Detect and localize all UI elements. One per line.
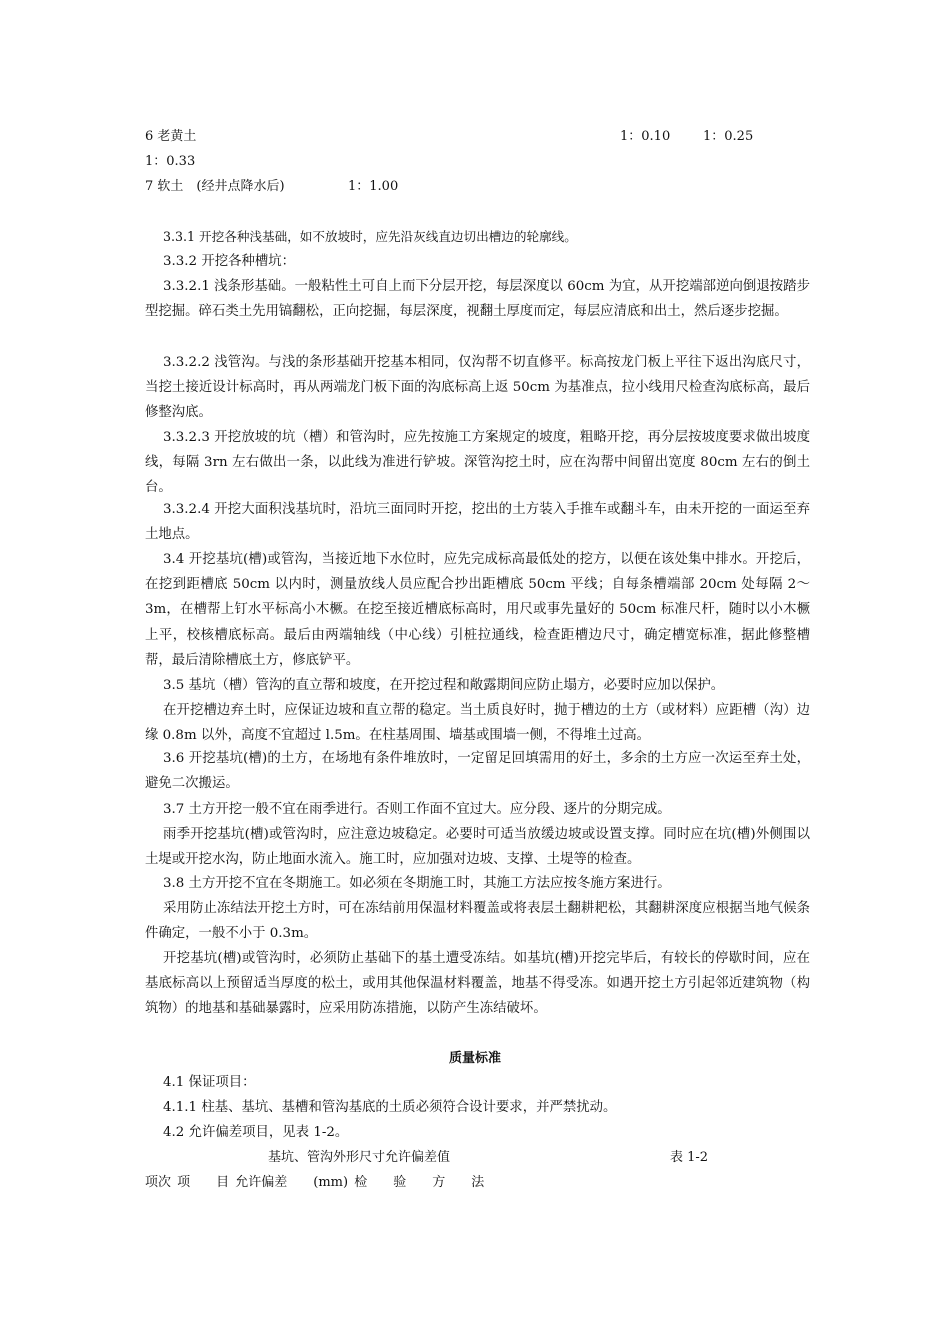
soil-row-ratio: 1：0.25	[703, 129, 754, 144]
paragraph: 3.5 基坑（槽）管沟的直立帮和坡度，在开挖过程和敞露期间应防止塌方，必要时应加以保护。	[163, 678, 725, 693]
paragraph: 3.3.1 开挖各种浅基础，如不放坡时，应先沿灰线直边切出槽边的轮廓线。	[163, 229, 577, 244]
paragraph: 3.3.2.1 浅条形基础。一般粘性土可自上而下分层开挖，每层深度以 60cm 为宜，从开挖端部逆向倒退按踏步型挖掘。碎石类土先用镐翻松，正向挖掘，每层深度，视翻土厚度而定，每层应清底和出土，然后逐步挖掘。	[145, 279, 810, 320]
soil-row-label: 7 软土 (经井点降水后)	[145, 179, 285, 194]
paragraph: 3.3.2.2 浅管沟。与浅的条形基础开挖基本相同，仅沟帮不切直修平。标高按龙门板上平往下返出沟底尺寸，当挖土接近设计标高时，再从两端龙门板下面的沟底标高上返 50cm 为基准点，拉小线用尺检查沟底标高，最后修整沟底。	[145, 355, 810, 421]
quality-item: 4.2 允许偏差项目，见表 1-2。	[163, 1125, 349, 1140]
paragraph: 3.4 开挖基坑(槽)或管沟，当接近地下水位时，应先完成标高最低处的挖方，以便在该处集中排水。开挖后，在挖到距槽底 50cm 以内时，测量放线人员应配合抄出距槽底 50cm 平线；自每条槽端部 20cm 处每隔 2～3m，在槽帮上钉水平标高小木橛。在挖至接近槽底标高时，用尺或事先量好的 50cm 标准尺杆，随时以小木橛上平，校核槽底标高。最后由两端轴线（中心线）引桩拉通线，检查距槽边尺寸，确定槽宽标准，据此修整槽帮，最后清除槽底土方，修底铲平。	[145, 552, 810, 668]
quality-item: 4.1.1 柱基、基坑、基槽和管沟基底的土质必须符合设计要求，并严禁扰动。	[163, 1100, 617, 1115]
table-header: 项次 项 目 允许偏差 (mm) 检 验 方 法	[145, 1175, 485, 1190]
soil-row-ratio: 1：1.00	[348, 179, 399, 194]
table-title: 基坑、管沟外形尺寸允许偏差值	[268, 1150, 451, 1165]
paragraph: 在开挖槽边弃土时，应保证边坡和直立帮的稳定。当土质良好时，抛于槽边的土方（或材料）应距槽（沟）边缘 0.8m 以外，高度不宜超过 l.5m。在柱基周围、墙基或围墙一侧，不得堆土过高。	[145, 703, 810, 744]
table-number: 表 1-2	[670, 1150, 709, 1165]
paragraph: 3.3.2 开挖各种槽坑：	[163, 254, 296, 269]
paragraph: 3.3.2.4 开挖大面积浅基坑时，沿坑三面同时开挖，挖出的土方装入手推车或翻斗车，由未开挖的一面运至弃土地点。	[145, 502, 810, 543]
quality-item: 4.1 保证项目：	[163, 1075, 256, 1090]
section-heading: 质量标准	[448, 1051, 501, 1066]
paragraph: 3.7 土方开挖一般不宜在雨季进行。否则工作面不宜过大。应分段、逐片的分期完成。	[163, 802, 671, 817]
paragraph: 3.6 开挖基坑(槽)的土方，在场地有条件堆放时，一定留足回填需用的好土，多余的土方应一次运至弃土处，避免二次搬运。	[145, 751, 810, 792]
soil-row-label: 6 老黄土	[145, 129, 197, 144]
soil-row-ratio: 1：0.33	[145, 154, 196, 169]
paragraph: 3.8 土方开挖不宜在冬期施工。如必须在冬期施工时，其施工方法应按冬施方案进行。	[163, 876, 671, 891]
paragraph: 3.3.2.3 开挖放坡的坑（槽）和管沟时，应先按施工方案规定的坡度，粗略开挖，再分层按坡度要求做出坡度线，每隔 3rn 左右做出一条，以此线为准进行铲坡。深管沟挖土时，应在沟帮中间留出宽度 80cm 左右的倒土台。	[145, 430, 810, 496]
paragraph: 开挖基坑(槽)或管沟时，必须防止基础下的基土遭受冻结。如基坑(槽)开挖完毕后，有较长的停歇时间，应在基底标高以上预留适当厚度的松土，或用其他保温材料覆盖，地基不得受冻。如遇开挖土方引起邻近建筑物（构筑物）的地基和基础暴露时，应采用防冻措施，以防产生冻结破坏。	[145, 951, 810, 1017]
paragraph: 采用防止冻结法开挖土方时，可在冻结前用保温材料覆盖或将表层土翻耕耙松，其翻耕深度应根据当地气候条件确定，一般不小于 0.3m。	[145, 901, 810, 942]
soil-row-ratio: 1：0.10	[620, 129, 671, 144]
paragraph: 雨季开挖基坑(槽)或管沟时，应注意边坡稳定。必要时可适当放缓边坡或设置支撑。同时应在坑(槽)外侧围以土堤或开挖水沟，防止地面水流入。施工时，应加强对边坡、支撑、土堤等的检查。	[145, 827, 810, 868]
